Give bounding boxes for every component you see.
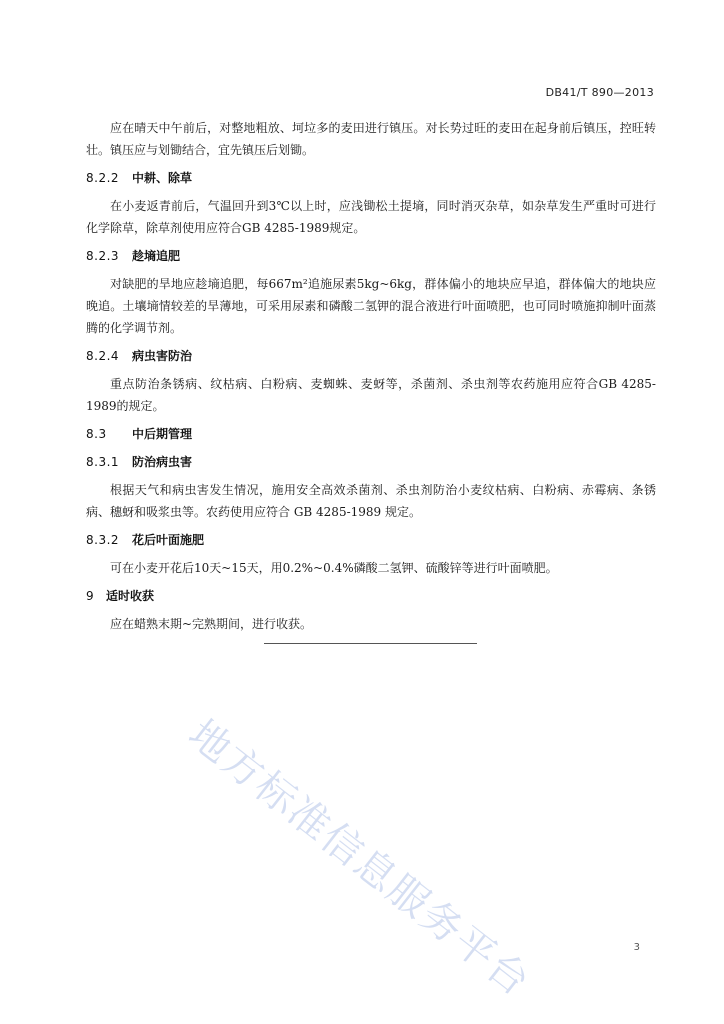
standard-code-header: DB41/T 890—2013 bbox=[545, 86, 654, 99]
section-title: 趁墒追肥 bbox=[132, 249, 181, 263]
section-number: 9 bbox=[86, 589, 95, 603]
document-body bbox=[86, 117, 656, 635]
section-number: 8.3.1 bbox=[86, 455, 120, 469]
section-title: 中耕、除草 bbox=[132, 171, 193, 185]
paragraph-fertilizing: 对缺肥的旱地应趁墒追肥，每667m²追施尿素5kg~6kg，群体偏小的地块应早追，群体偏大的地块应晚追。土壤墒情较差的旱薄地，可采用尿素和磷酸二氢钾的混合液进行叶面喷肥，也可同时喷施抑制叶面蒸腾的化学调节剂。 bbox=[86, 277, 656, 335]
section-number: 8.2.3 bbox=[86, 249, 120, 263]
page-number: 3 bbox=[633, 942, 640, 953]
paragraph-pest-control: 重点防治条锈病、纹枯病、白粉病、麦蜘蛛、麦蚜等，杀菌剂、杀虫剂等农药施用应符合GB 4285-1989的规定。 bbox=[86, 377, 656, 413]
end-of-document-rule bbox=[264, 643, 477, 644]
paragraph-harvest: 应在蜡熟末期~完熟期间，进行收获。 bbox=[110, 617, 313, 631]
paragraph-rolling: 应在晴天中午前后，对整地粗放、坷垃多的麦田进行镇压。对长势过旺的麦田在起身前后镇压，控旺转壮。镇压应与划锄结合，宜先镇压后划锄。 bbox=[86, 121, 656, 157]
heading-9 bbox=[86, 585, 656, 607]
section-number: 8.2.2 bbox=[86, 171, 120, 185]
paragraph-weeding: 在小麦返青前后，气温回升到3℃以上时，应浅锄松土提墒，同时消灭杂草，如杂草发生严重时可进行化学除草，除草剂使用应符合GB 4285-1989规定。 bbox=[86, 199, 656, 235]
section-title: 适时收获 bbox=[106, 589, 155, 603]
paragraph-foliar-fertilizing: 可在小麦开花后10天~15天，用0.2%~0.4%磷酸二氢钾、硫酸锌等进行叶面喷肥。 bbox=[110, 561, 558, 575]
heading-8-3-1 bbox=[86, 451, 656, 473]
section-number: 8.3 bbox=[86, 427, 107, 441]
section-number: 8.2.4 bbox=[86, 349, 120, 363]
heading-8-2-2 bbox=[86, 167, 656, 189]
heading-8-2-3 bbox=[86, 245, 656, 267]
section-title: 防治病虫害 bbox=[132, 455, 193, 469]
heading-8-3 bbox=[86, 423, 656, 445]
section-title: 病虫害防治 bbox=[132, 349, 193, 363]
heading-8-2-4 bbox=[86, 345, 656, 367]
section-title: 花后叶面施肥 bbox=[132, 533, 205, 547]
heading-8-3-2 bbox=[86, 529, 656, 551]
section-number: 8.3.2 bbox=[86, 533, 120, 547]
paragraph-disease-control: 根据天气和病虫害发生情况，施用安全高效杀菌剂、杀虫剂防治小麦纹枯病、白粉病、赤霉病、条锈病、穗蚜和吸浆虫等。农药使用应符合 GB 4285-1989 规定。 bbox=[86, 483, 656, 519]
section-title: 中后期管理 bbox=[132, 427, 193, 441]
watermark-text: 地方标准信息服务平台 bbox=[179, 711, 539, 1006]
